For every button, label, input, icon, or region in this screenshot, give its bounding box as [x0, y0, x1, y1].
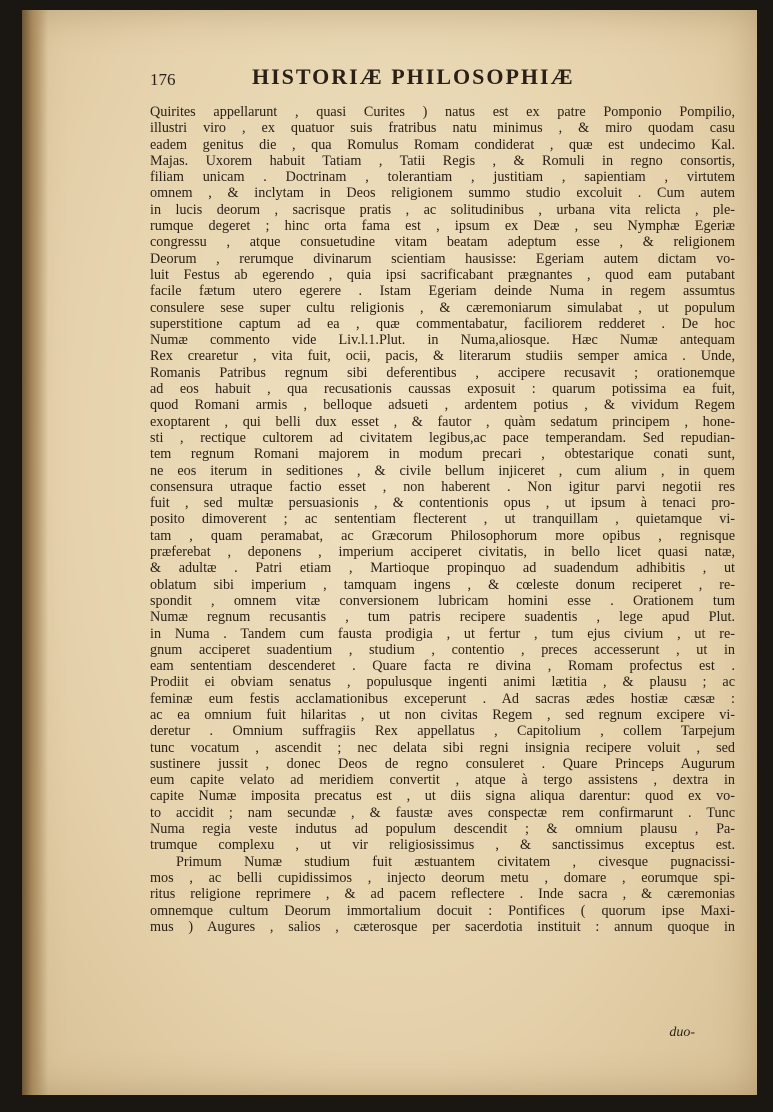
text-line: illustri viro , ex quatuor suis fratribus natu minimus , & miro quodam casu: [150, 120, 735, 137]
text-line: Numæ commento vide Liv.l.1.Plut. in Numa,aliosque. Hæc Numæ antequam: [150, 332, 735, 349]
text-line: Numæ regnum recusantis , tum patris recipere suadentis , lege apud Plut.: [150, 609, 735, 626]
text-line: ad eos habuit , qua recusationis caussas exposuit : quarum potissima ea fuit,: [150, 381, 735, 398]
catchword: duo-: [669, 1025, 695, 1040]
text-line: luit Festus ab egerendo , quia ipsi sacrificabant prægnantes , quod eam putabant: [150, 266, 735, 283]
text-line: Deorum , rerumque divinarum scientiam hausisse: Egeriam autem dictam vo-: [150, 250, 735, 267]
text-line: eum capite velato ad meridiem convertit , atque à tergo assistens , dextra in: [150, 772, 735, 789]
text-line: spondit , omnem vitæ conversionem lubricam homini esse . Orationem tum: [150, 592, 735, 609]
text-line: deretur . Omnium suffragiis Rex appellatus , Capitolium , collem Tarpejum: [150, 723, 735, 740]
text-line: consulere sese super cultu religionis , & cæremoniarum simulabat , ut populum: [150, 299, 735, 316]
text-line: Primum Numæ studium fuit æstuantem civitatem , civesque pugnacissi-: [176, 853, 735, 870]
text-line: in lucis deorum , sacrisque pratis , ac solitudinibus , urbana vita relicta , ple-: [150, 201, 735, 218]
running-title: HISTORIÆ PHILOSOPHIÆ: [252, 64, 575, 89]
text-line: eadem genitus die , qua Romulus Romam condiderat , quæ est undecimo Kal.: [150, 136, 735, 153]
text-line: eam sententiam descenderet . Quare facta re divina , Romam profectus est .: [150, 658, 735, 675]
text-line: superstitione captum ad ea , quæ commentabatur, faciliorem redderet . De hoc: [150, 315, 735, 332]
text-line: mos , ac belli cupidissimos , injecto deorum metu , domare , eorumque spi-: [150, 869, 735, 886]
text-line: Prodiit ei obviam senatus , populusque ingenti animi lætitia , & plausu ; ac: [150, 674, 735, 691]
text-line: posito dimoverent ; ac sententiam flecterent , ut tranquillam , quietamque vi-: [150, 511, 735, 528]
text-line: rumque degeret ; hinc orta fama est , ipsum ex Deæ , seu Nymphæ Egeriæ: [150, 218, 735, 235]
text-line: omnem , & inclytam in Deos religionem summo studio excoluit . Cum autem: [150, 185, 735, 202]
text-line: tam , quam peramabat, ac Græcorum Philosophorum more opibus , regnisque: [150, 527, 735, 544]
text-line: quod Romani armis , belloque adsueti , ardentem potius , & vividum Regem: [150, 397, 735, 414]
text-line: & adultæ . Patri etiam , Martioque propinquo ad suadendum adhibitis , ut: [150, 560, 735, 577]
text-line: oblatum sibi imperium , tamquam ingens , & cœleste donum reciperet , re-: [150, 576, 735, 593]
text-line: Rex crearetur , vita fuit, ocii, pacis, & literarum studiis semper amica . Unde,: [150, 348, 735, 365]
text-body: [150, 104, 735, 935]
page-header: [150, 64, 650, 94]
page-spine-shadow: [22, 10, 48, 1095]
text-line: consensura utraque factio esset , non haberent . Non igitur parvi negotii res: [150, 478, 735, 495]
text-line: sustinere jussit , donec Deos de regno consuleret . Quare Princeps Augurum: [150, 755, 735, 772]
text-line: ritus religione reprimere , & ad pacem reflectere . Inde sacra , & cæremonias: [150, 886, 735, 903]
text-line: fuit , sed multæ persuasionis , & contentionis opus , ut ipsum à tenaci pro-: [150, 495, 735, 512]
text-line: ne eos iterum in seditiones , & civile bellum injiceret , cum alium , in quem: [150, 462, 735, 479]
text-line: tunc vocatum , ascendit ; nec delata sibi regni insignia recipere voluit , sed: [150, 739, 735, 756]
text-line: ac ea omnium fuit hilaritas , ut non civitas Regem , sed regnum excipere vi-: [150, 706, 735, 723]
text-line: omnemque cultum Deorum immortalium docuit : Pontifices ( quorum ipse Maxi-: [150, 902, 735, 919]
text-line: præferebat , deponens , imperium acciperet civitatis, in bello licet quasi natæ,: [150, 544, 735, 561]
text-line: exoptarent , qui belli dux esset , & fautor , quàm sedatum principem , hone-: [150, 413, 735, 430]
text-line: capite Numæ imposita precatus est , ut diis signa aliqua darentur: quod ex vo-: [150, 788, 735, 805]
text-line: feminæ eum festis acclamationibus exceperunt . Ad sacras ædes hostiæ cæsæ :: [150, 690, 735, 707]
text-line: filiam unicam . Doctrinam , tolerantiam , justitiam , sapientiam , virtutem: [150, 169, 735, 186]
text-line: Majas. Uxorem habuit Tatiam , Tatii Regis , & Romuli in regno consortis,: [150, 152, 735, 169]
text-line: in Numa . Tandem cum fausta prodigia , ut fertur , tum ejus civium , ut re-: [150, 625, 735, 642]
text-line: congressu , atque consuetudine vitam beatam adeptum esse , & religionem: [150, 234, 735, 251]
text-line: Quirites appellarunt , quasi Curites ) natus est ex patre Pomponio Pompilio,: [150, 104, 735, 120]
text-line: gnum acciperet suadentium , studium , contentio , preces accesserunt , ut in: [150, 641, 735, 658]
text-line: Numa regia veste indutus ad populum descendit ; & omnium plausu , Pa-: [150, 821, 735, 838]
text-line: mus ) Augures , salios , cæterosque per sacerdotia instituit : annum quoque in: [150, 918, 735, 935]
page-number: 176: [150, 70, 176, 89]
text-line: facile fætum utero egerere . Istam Egeriam deinde Numa in regem assumtus: [150, 283, 735, 300]
text-line: sti , rectique cultorem ad civitatem legibus,ac pace temperandam. Sed repudian-: [150, 429, 735, 446]
text-line: Romanis Patribus regnum sibi deferentibus , accipere recusavit ; orationemque: [150, 364, 735, 381]
text-line: to accidit ; nam secundæ , & faustæ aves conspectæ rem confirmarunt . Tunc: [150, 804, 735, 821]
text-line: tem regnum Romani majorem in modum precari , obtestarique conati sunt,: [150, 446, 735, 463]
text-line: trumque complexu , ut vir religiosissimus , & sanctissimus exceptus est.: [150, 837, 735, 854]
